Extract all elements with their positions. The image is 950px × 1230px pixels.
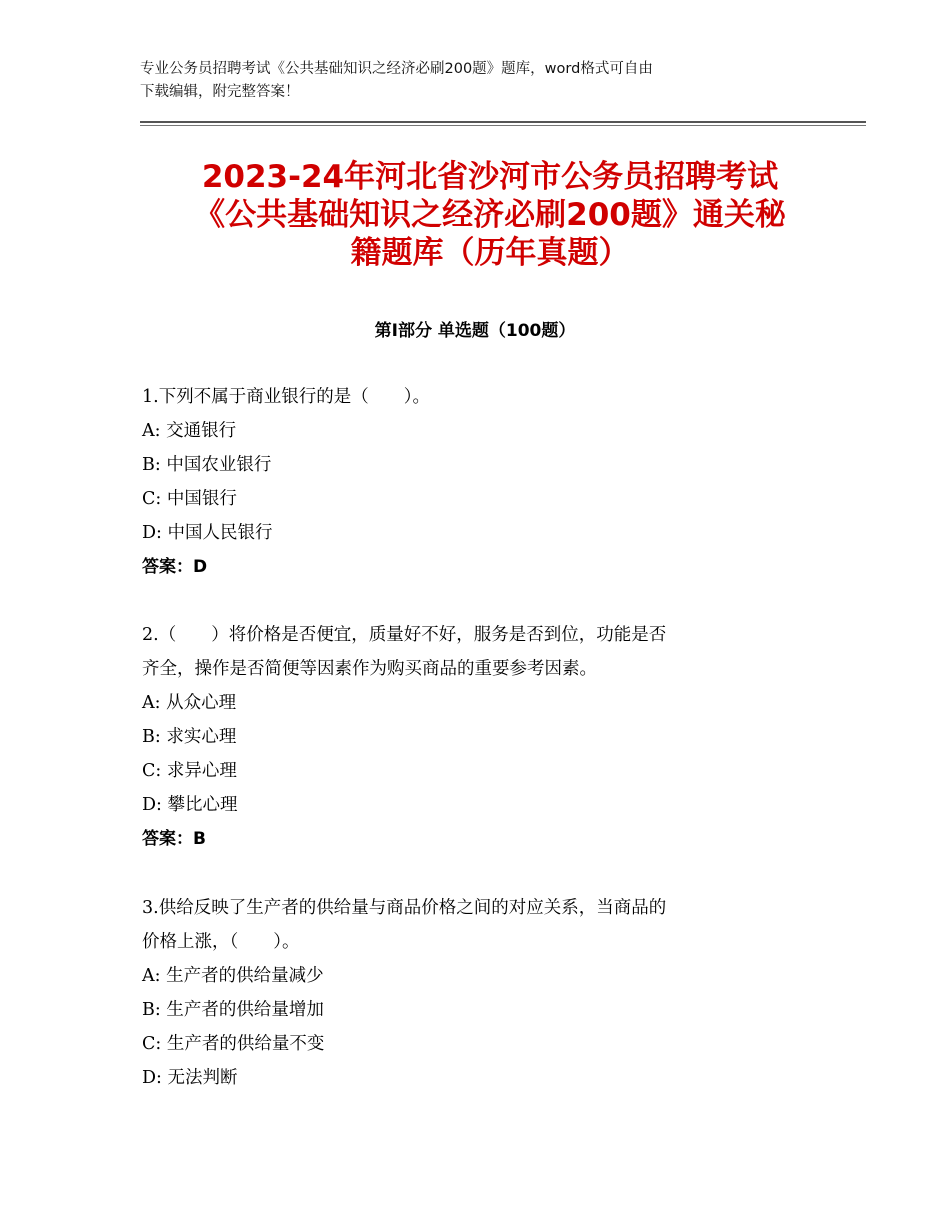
title-line: 籍题库（历年真题） xyxy=(350,235,630,271)
option-b: B: 生产者的供给量增加 xyxy=(142,1000,324,1020)
question-2 xyxy=(142,618,802,856)
question-stem: 齐全，操作是否简便等因素作为购买商品的重要参考因素。 xyxy=(142,659,597,679)
question-stem: 价格上涨，（ ）。 xyxy=(142,932,300,952)
option-a: A: 生产者的供给量减少 xyxy=(142,966,324,986)
option-c: C: 生产者的供给量不变 xyxy=(142,1034,325,1054)
option-d: D: 中国人民银行 xyxy=(142,523,273,543)
question-stem: 2.（ ）将价格是否便宜，质量好不好，服务是否到位，功能是否 xyxy=(142,625,667,645)
option-d: D: 无法判断 xyxy=(142,1068,238,1088)
answer: 答案：D xyxy=(142,557,208,577)
header-divider xyxy=(140,125,866,126)
title-line: 2023-24年河北省沙河市公务员招聘考试 xyxy=(201,159,779,195)
header-divider xyxy=(140,121,866,123)
option-c: C: 求异心理 xyxy=(142,761,237,781)
answer: 答案：B xyxy=(142,829,206,849)
section-heading: 第Ⅰ部分 单选题（100题） xyxy=(374,321,576,341)
document-title xyxy=(120,158,860,272)
title-line: 《公共基础知识之经济必刷200题》通关秘 xyxy=(194,197,786,233)
option-d: D: 攀比心理 xyxy=(142,795,238,815)
header-note-line: 专业公务员招聘考试《公共基础知识之经济必刷200题》题库，word格式可自由 xyxy=(140,61,653,77)
option-a: A: 交通银行 xyxy=(142,421,237,441)
header-note-line: 下载编辑，附完整答案！ xyxy=(140,84,300,100)
option-c: C: 中国银行 xyxy=(142,489,237,509)
question-3 xyxy=(142,891,802,1095)
question-1 xyxy=(142,380,802,584)
question-stem: 1.下列不属于商业银行的是（ ）。 xyxy=(142,387,430,407)
option-b: B: 求实心理 xyxy=(142,727,237,747)
header-note xyxy=(140,58,820,104)
option-b: B: 中国农业银行 xyxy=(142,455,272,475)
option-a: A: 从众心理 xyxy=(142,693,237,713)
question-stem: 3.供给反映了生产者的供给量与商品价格之间的对应关系，当商品的 xyxy=(142,898,667,918)
